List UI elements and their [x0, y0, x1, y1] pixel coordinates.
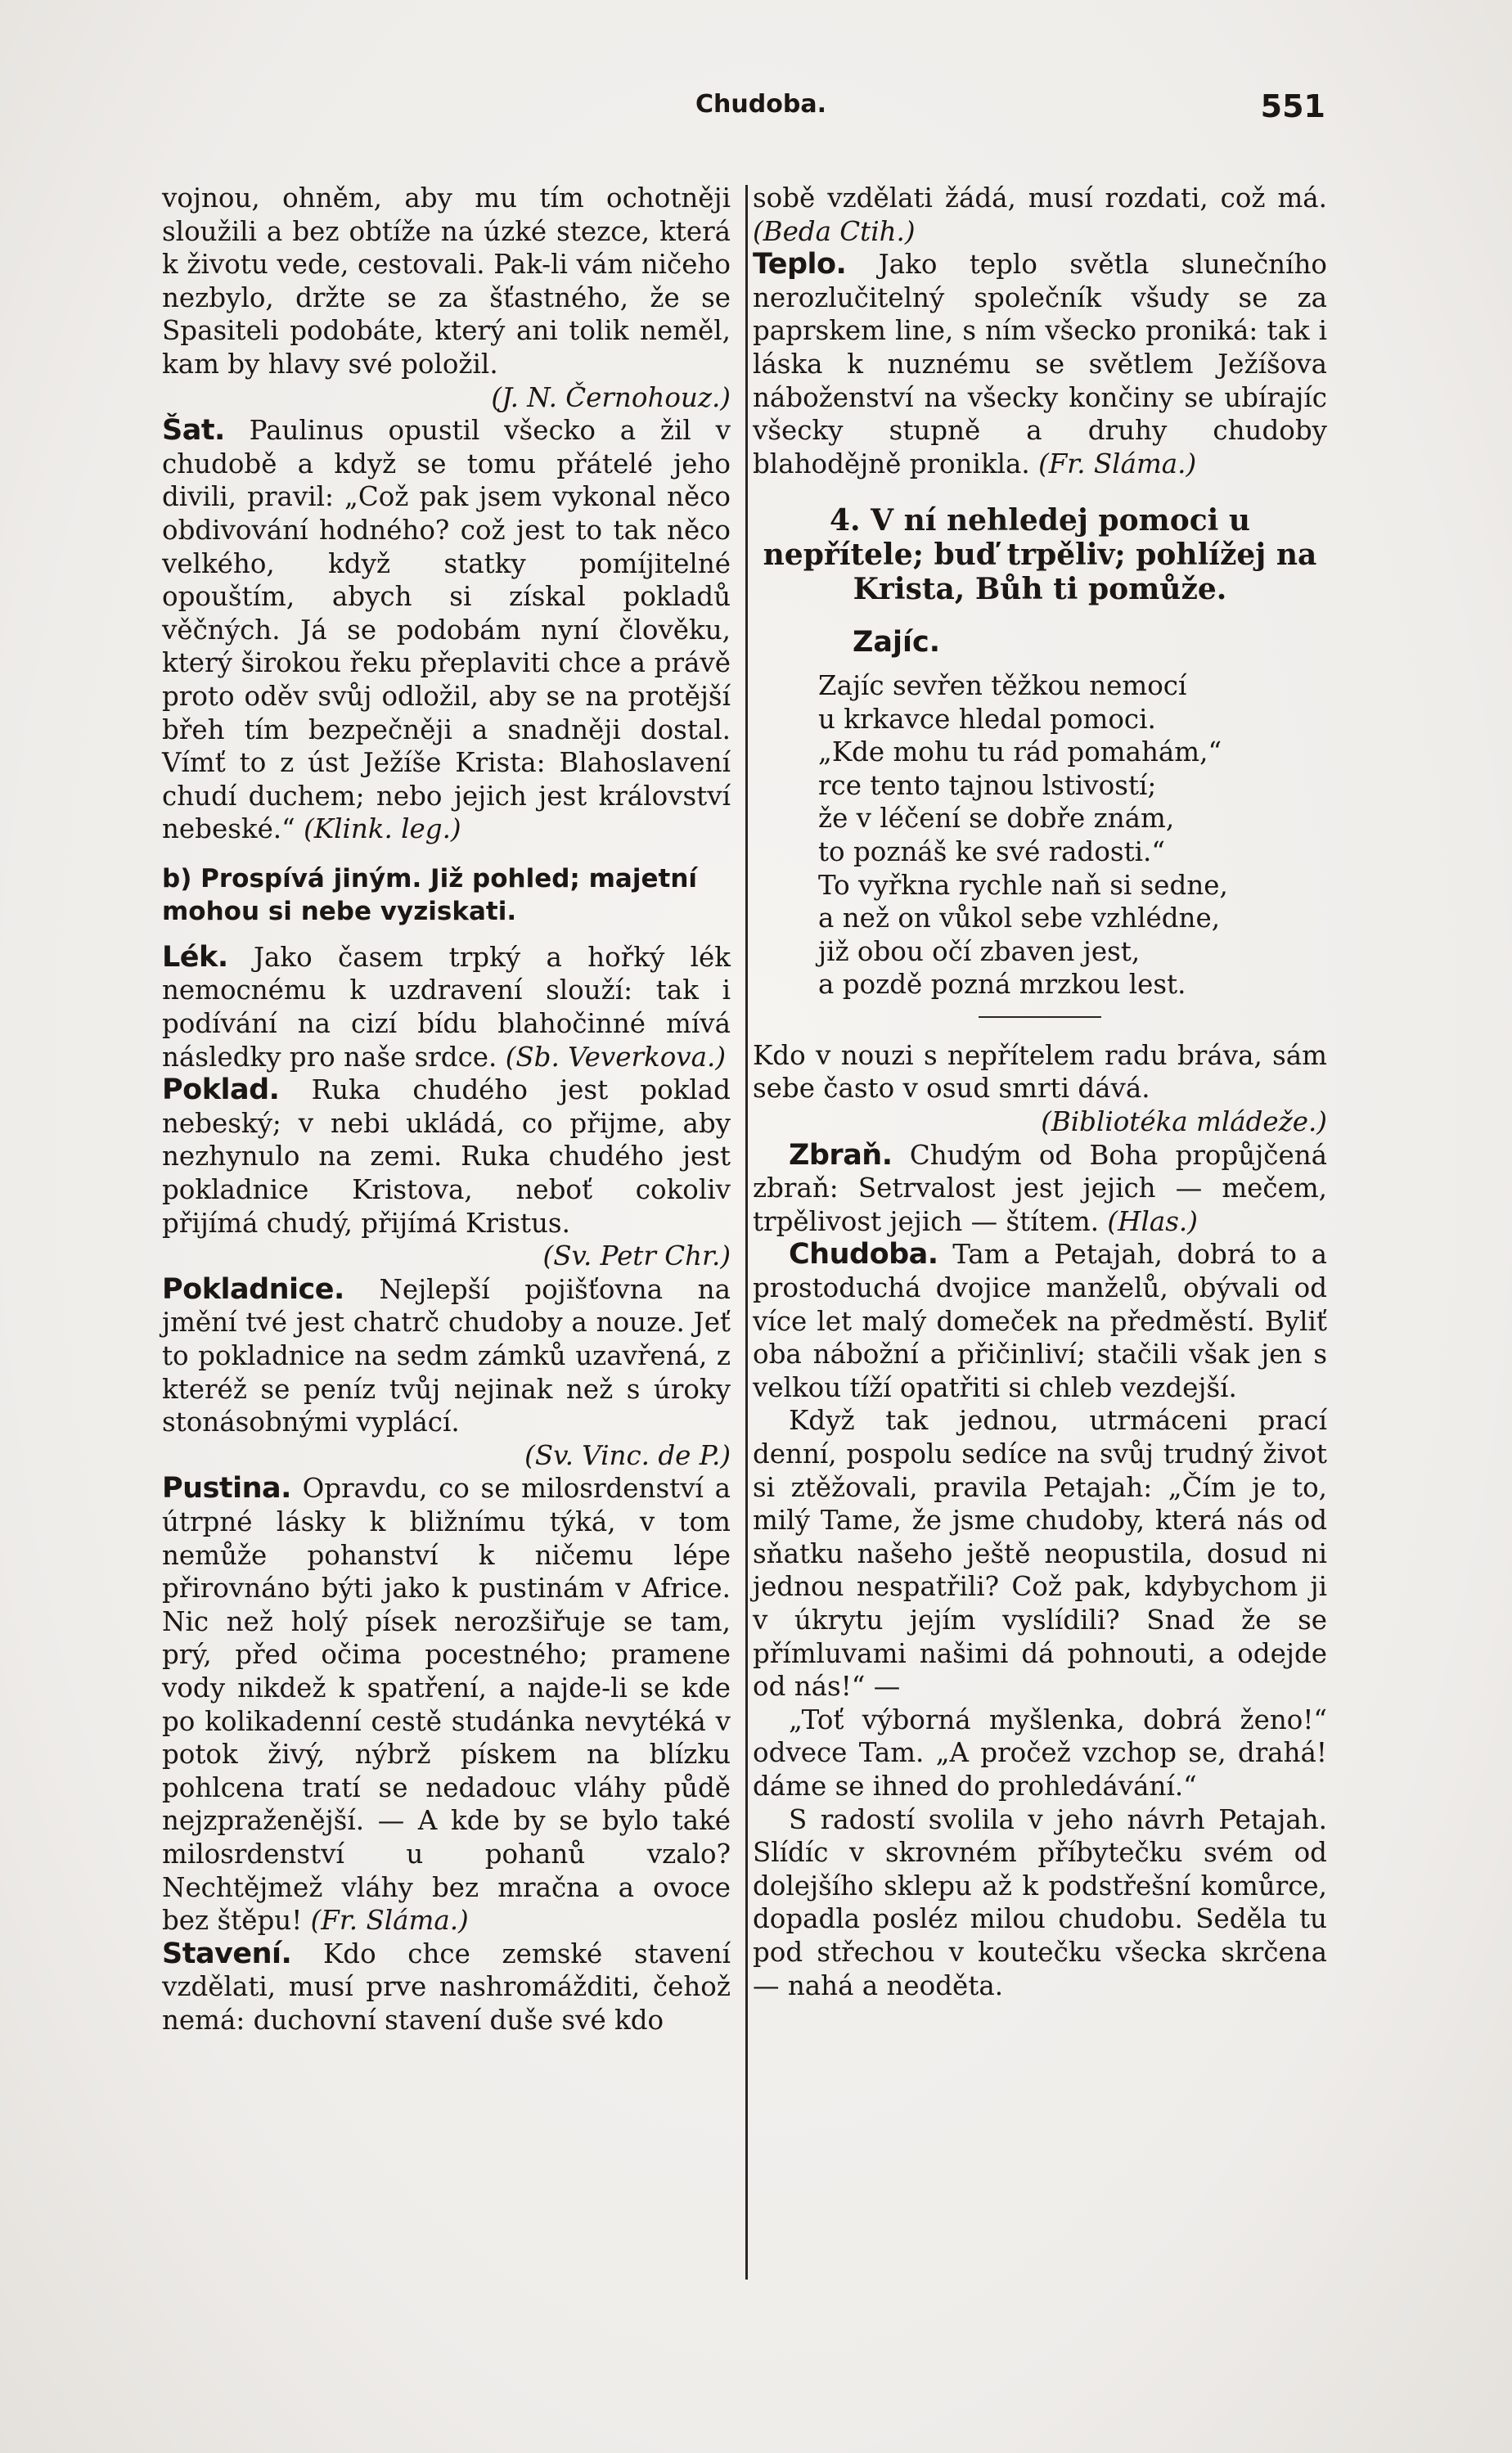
section-divider	[979, 1016, 1101, 1018]
entry-keyword: Stavení.	[162, 1937, 292, 1970]
right-column	[753, 182, 1327, 2002]
source-citation: (Sv. Vinc. de P.)	[524, 1439, 731, 1471]
source-citation: (Sv. Petr Chr.)	[542, 1240, 731, 1272]
column-divider	[745, 185, 748, 2280]
moral-text: Kdo v nouzi s nepřítelem radu bráva, sám sebe často v osud smrti dává.	[753, 1039, 1327, 1105]
entry-teplo	[753, 248, 1327, 480]
entry-keyword: Teplo.	[753, 248, 847, 281]
subsection-heading: b) Prospívá jiným. Již pohled; majetní mohou si nebe vyziskati.	[162, 863, 698, 926]
entry-keyword: Chudoba.	[789, 1238, 938, 1272]
section-heading-line: 4. V ní nehledej pomoci u nepřítele; buď trpěliv; pohlížej na	[763, 503, 1317, 573]
poem-title: Zajíc.	[853, 626, 941, 659]
entry-keyword: Zbraň.	[789, 1138, 893, 1172]
section-heading-line: Krista, Bůh ti pomůže.	[853, 572, 1227, 607]
poem-line: že v léčení se dobře znám,	[818, 803, 1175, 835]
poem-line: to poznáš ke své radosti.“	[818, 835, 1165, 867]
entry-text: Jako časem trpký a hořký lék nemocnému k uzdravení slouží: tak i podívání na cizí bídu blahočinné mívá následky pro naše srdce.	[162, 941, 731, 1073]
entry-pustina	[162, 1472, 731, 1937]
entry-pokladnice	[162, 1273, 731, 1439]
entry-chudoba	[753, 1238, 1327, 1404]
poem-line: u krkavce hledal pomoci.	[818, 703, 1156, 735]
source-citation: (Sb. Veverkova.)	[505, 1041, 727, 1073]
poem-line: To vyřkna rychle naň si sedne,	[818, 869, 1228, 901]
poem-line: rce tento tajnou lstivostí;	[818, 769, 1157, 801]
source-citation: (Klink. leg.)	[304, 813, 461, 845]
entry-text: Opravdu, co se milosrdenství a útrpné lásky k bližnímu týká, v tom nemůže pohanství k ničemu lépe přirovnáno býti jako k pustinám v Africe. Nic než holý písek nerozšiřuje se tam, prý, před očima pocestného; pramene vody nikdež k spatření, a najde-li se kde po kolikadenní cestě studánka nevytéká v potok živý, nýbrž pískem na blízku pohlcena tratí se nedadouc vláhy půdě nejzpraženější. — A kde by se bylo také milosrdenství u pohanů vzalo? Nechtějmež vláhy bez mračna a ovoce bez štěpu!	[162, 1473, 731, 1937]
entry-text: Nejlepší pojišťovna na jmění tvé jest chatrč chudoby a nouze. Jeť to pokladnice na sedm zámků uzavřená, z kteréž se peníz tvůj nejinak než s úroky stonásobnými vyplácí.	[162, 1273, 731, 1438]
paragraph-continued	[753, 182, 1327, 248]
entry-lek	[162, 941, 731, 1073]
source-citation: (Beda Ctih.)	[753, 215, 916, 247]
entry-keyword: Pustina.	[162, 1472, 291, 1506]
entry-sat	[162, 414, 731, 846]
paragraph-continued	[162, 182, 731, 381]
entry-text: Kdo chce zemské stavení vzdělati, musí prve nashromážditi, čehož nemá: duchovní stavení duše své kdo	[162, 1938, 731, 2036]
story-paragraph: „Toť výborná myšlenka, dobrá ženo!“ odvece Tam. „A pročež vzchop se, drahá! dáme se ihned do prohledávání.“	[753, 1704, 1327, 1802]
entry-text: Paulinus opustil všecko a žil v chudobě a když se tomu přátelé jeho divili, pravil: „Což pak jsem vykonal něco obdivování hodného? což jest to tak něco velkého, když statky pomíjitelné opouštím, abych si získal pokladů věčných. Já se podobám nyní člověku, který širokou řeku přeplaviti chce a právě proto oděv svůj odložil, aby se na protější břeh tím bezpečněji a snadněji dostal. Vímť to z úst Ježíše Krista: Blahoslavení chudí duchem; nebo jejich jest království nebeské.“	[162, 415, 731, 845]
source-citation: (J. N. Černohouz.)	[491, 381, 731, 413]
entry-keyword: Poklad.	[162, 1073, 280, 1107]
running-header: Chudoba.	[695, 90, 826, 119]
paragraph-text: sobě vzdělati žádá, musí rozdati, což má.	[753, 182, 1327, 214]
entry-keyword: Pokladnice.	[162, 1272, 344, 1306]
poem-line: a pozdě pozná mrzkou lest.	[818, 969, 1186, 1001]
source-citation: (Bibliotéka mládeže.)	[1041, 1106, 1327, 1138]
story-paragraph: Když tak jednou, utrmáceni prací denní, pospolu sedíce na svůj trudný život si ztěžovali, pravila Petajah: „Čím je to, milý Tame, že jsme chudoby, která nás od sňatku našeho ještě neopustila, dosud ni jednou nespatřili? Což pak, kdybychom ji v úkrytu jejím vyslídili? Snad že se přímluvami našimi dá pohnouti, a odejde od nás!“ —	[753, 1405, 1327, 1703]
entry-text: Jako teplo světla slunečního nerozlučitelný společník všudy se za paprskem line, s ním všecko proniká: tak i láska k nuznému se světlem Ježíšova náboženství na všecky končiny se ubírajíc všecky stupně a druhy chudoby blahodějně pronikla.	[753, 249, 1327, 479]
poem-line: a než on vůkol sebe vzhlédne,	[818, 902, 1221, 934]
entry-text: Chudým od Boha propůjčená zbraň: Setrvalost jest jejich — mečem, trpělivost jejich — štítem.	[753, 1139, 1327, 1237]
entry-text: Tam a Petajah, dobrá to a prostoduchá dvojice manželů, obývali od více let malý domeček na předměstí. Byliť oba nábožní a přičinliví; stačili však jen s velkou tíží opatřiti si chleb vezdejší.	[753, 1239, 1327, 1403]
story-paragraph: S radostí svolila v jeho návrh Petajah. Slídíc v skrovném příbytečku svém od dolejšího sklepu až k podstřešní komůrce, dopadla posléz milou chudobu. Seděla tu pod střechou v koutečku všecka skrčena — nahá a neoděta.	[753, 1803, 1327, 2001]
left-column	[162, 182, 731, 2037]
source-citation: (Fr. Sláma.)	[310, 1905, 469, 1937]
poem-line: Zajíc sevřen těžkou nemocí	[818, 669, 1187, 701]
source-citation: (Fr. Sláma.)	[1038, 448, 1197, 479]
entry-zbran	[753, 1139, 1327, 1239]
source-citation: (Hlas.)	[1107, 1205, 1198, 1237]
page-number: 551	[1260, 88, 1325, 124]
entry-staveni	[162, 1938, 731, 2037]
section-heading	[753, 503, 1327, 606]
poem-line: již obou očí zbaven jest,	[818, 935, 1141, 967]
entry-text: Ruka chudého jest poklad nebeský; v nebi ukládá, co přijme, aby nezhynulo na zemi. Ruka chudého jest pokladnice Kristova, neboť cokoliv přijímá chudý, přijímá Kristus.	[162, 1074, 731, 1239]
entry-keyword: Lék.	[162, 940, 228, 974]
poem-line: „Kde mohu tu rád pomahám,“	[818, 736, 1222, 768]
entry-keyword: Šat.	[162, 414, 225, 448]
entry-poklad	[162, 1073, 731, 1240]
poem	[818, 669, 1327, 1001]
paragraph-text: vojnou, ohněm, aby mu tím ochotněji sloužili a bez obtíže na úzké stezce, která k životu vede, cestovali. Pak-li vám ničeho nezbylo, držte se za šťastného, že se Spasiteli podobáte, který ani tolik neměl, kam by hlavy své položil.	[162, 182, 731, 380]
